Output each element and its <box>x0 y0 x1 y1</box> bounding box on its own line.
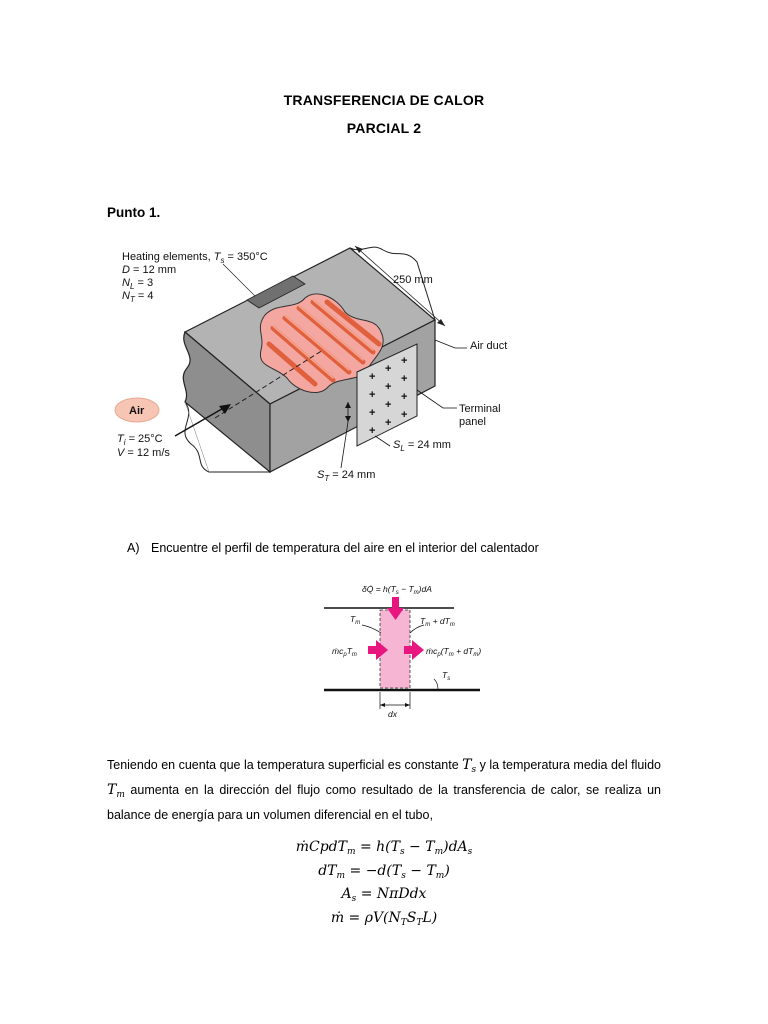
document-title: TRANSFERENCIA DE CALOR <box>283 92 485 108</box>
st-label: $S_T = 24$ mm <box>317 469 376 483</box>
svg-text:+: + <box>369 371 376 383</box>
explanation-paragraph: Teniendo en cuenta que la temperatura superficial es constante $T_s$ y la temperatura media del fluido $T_m$ aumenta en la dirección del flujo como resultado de la transferencia de calor, se realiza un balance de energía para un volumen diferencial en el tubo, <box>107 757 661 822</box>
nt-label: $N_T = 4$ <box>122 290 154 304</box>
inlet-temperature-label: $T_i = 25^\circ C$ <box>117 433 163 447</box>
question-a <box>127 541 539 555</box>
equations-block <box>0 838 768 932</box>
svg-text:+: + <box>401 373 408 385</box>
section-heading: Punto 1. <box>107 205 161 220</box>
heating-elements-label: Heating elements, $T_s = 350^\circ C$ <box>122 251 268 265</box>
tm-plus-dtm-label: $T_m + dT_m$ <box>420 616 455 628</box>
air-label: Air <box>129 405 145 417</box>
sl-label: $S_L = 24$ mm <box>393 439 451 453</box>
nl-label: $N_L = 3$ <box>122 277 154 291</box>
outflow-arrow <box>412 640 424 660</box>
svg-text:+: + <box>385 399 392 411</box>
diameter-label: D = 12 mm <box>122 264 177 276</box>
svg-text:+: + <box>401 409 408 421</box>
air-duct-heater-figure <box>105 240 525 490</box>
svg-text:+: + <box>385 363 392 375</box>
equation-surface-area: $A_s = N\pi Ddx$ <box>341 886 427 904</box>
inflow-label: $ṁc_pT_m$ <box>332 646 357 658</box>
air-duct-label: Air duct <box>470 340 508 352</box>
tm-label: $T_m$ <box>350 614 361 626</box>
terminal-panel-label-2: panel <box>459 416 486 428</box>
svg-text:+: + <box>385 417 392 429</box>
svg-text:+: + <box>401 355 408 367</box>
equation-energy-balance: ṁCpdT$_m$ = $h(T_s - T_m)dA_s$ <box>295 839 473 857</box>
question-a-text: Encuentre el perfil de temperatura del aire en el interior del calentador <box>151 541 539 555</box>
velocity-label: V = 12 m/s <box>117 447 170 459</box>
svg-text:+: + <box>369 407 376 419</box>
question-a-label: A) <box>127 541 140 555</box>
width-dimension-label: 250 mm <box>393 274 433 286</box>
dx-label: dx <box>388 709 397 719</box>
terminal-panel-label: Terminal <box>459 403 501 415</box>
equation-temperature-change: $dT_m = -d(T_s - T_m)$ <box>318 862 450 881</box>
heat-flux-label: δQ̇ = $h(T_s - T_m)dA$ <box>362 584 432 596</box>
outflow-label: $ṁc_p(T_m + dT_m)$ <box>426 646 482 658</box>
control-volume-figure <box>320 575 510 720</box>
ts-label: $T_s$ <box>442 670 451 682</box>
svg-text:+: + <box>369 389 376 401</box>
document-subtitle: PARCIAL 2 <box>346 120 422 136</box>
svg-text:+: + <box>401 391 408 403</box>
equation-mass-flow: ṁ = $\rho V(N_TS_TL)$ <box>330 909 438 928</box>
svg-text:+: + <box>369 425 376 437</box>
svg-text:+: + <box>385 381 392 393</box>
